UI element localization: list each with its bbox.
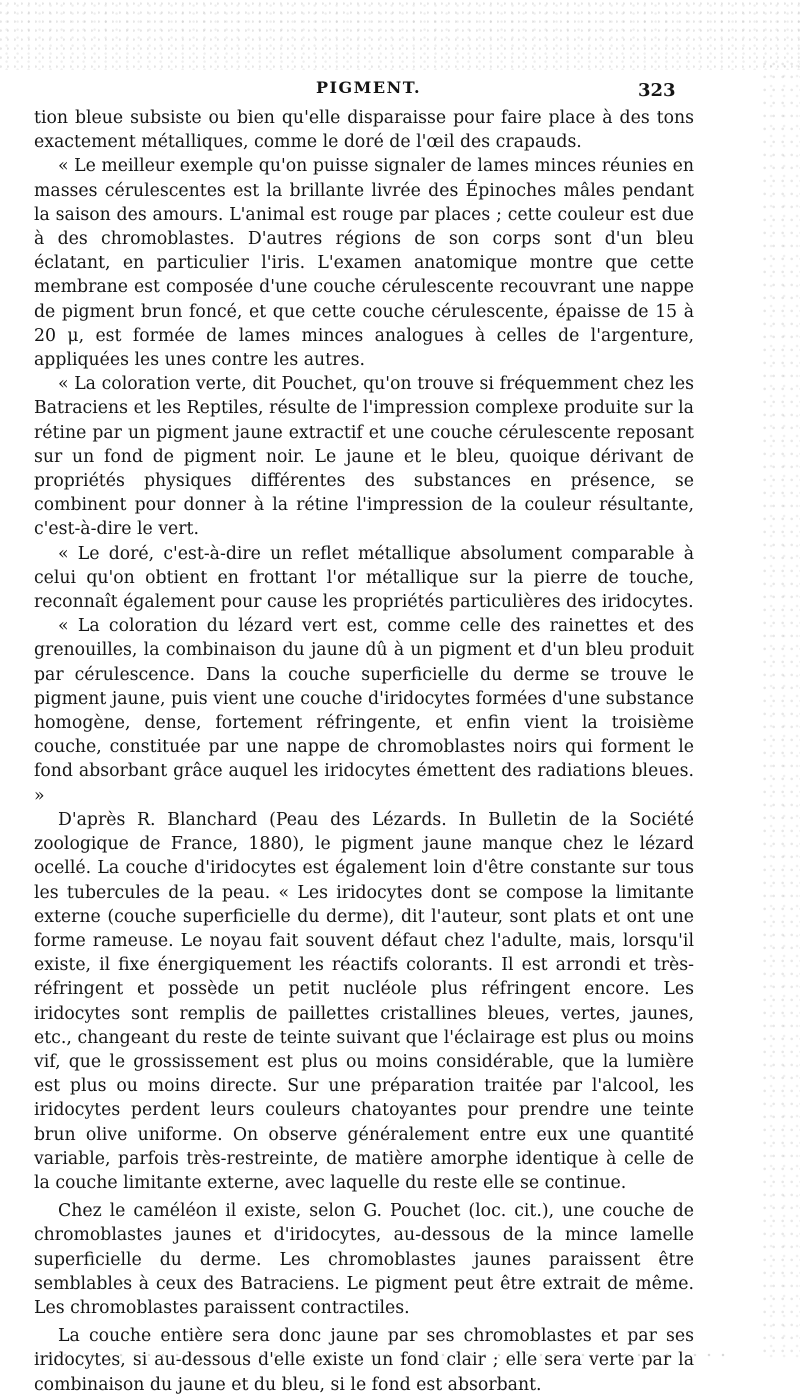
paragraph-epinoches: « Le meilleur exemple qu'on puisse signaler de lames minces réunies en masses cérulescentes est la brillante livrée des Épinoches mâles pendant la saison des amours. L'animal est rouge par places ; cette couleur est due à des chromoblastes. D'autres régions de son corps sont d'un bleu éclatant, en particulier l'iris. L'examen anatomique montre que cette membrane est composée d'une couche cérulescente recouvrant une nappe de pigment brun foncé, et que cette couche cérulescente, épaisse de 15 à 20 μ, est formée de lames minces analogues à celles de l'argenture, appliquées les unes contre les autres. xyxy=(34,156,694,371)
page-header xyxy=(0,76,800,102)
running-head: PIGMENT. xyxy=(316,78,422,97)
paragraph-conclusion: La couche entière sera donc jaune par ses chromoblastes et par ses iridocytes, si au-dessous d'elle existe un fond clair ; elle sera verte par la combinaison du jaune et du bleu, si le fond est absorbant. xyxy=(34,1326,694,1395)
page-number: 323 xyxy=(638,80,676,101)
body-text xyxy=(34,106,694,1397)
paragraph-coloration-verte: « La coloration verte, dit Pouchet, qu'on trouve si fréquemment chez les Batraciens et les Reptiles, résulte de l'impression complexe produite sur la rétine par un pigment jaune extractif et une couche cérulescente reposant sur un fond de pigment noir. Le jaune et le bleu, quoique dérivant de propriétés physiques différentes des substances en présence, se combinent pour donner à la rétine l'impression de la couleur résultante, c'est-à-dire le vert. xyxy=(34,374,694,540)
scan-noise-top xyxy=(0,0,800,70)
paragraph-continuation: tion bleue subsiste ou bien qu'elle disparaisse pour faire place à des tons exactement métalliques, comme le doré de l'œil des crapauds. xyxy=(34,108,694,153)
paragraph-cameleon: Chez le caméléon il existe, selon G. Pouchet (loc. cit.), une couche de chromoblastes jaunes et d'iridocytes, au-dessous de la mince lamelle superficielle du derme. Les chromoblastes jaunes paraissent être semblables à ceux des Batraciens. Le pigment peut être extrait de même. Les chromoblastes paraissent contractiles. xyxy=(34,1201,694,1318)
paragraph-lezard-vert: « La coloration du lézard vert est, comme celle des rainettes et des grenouilles, la combinaison du jaune dû à un pigment et d'un bleu produit par cérulescence. Dans la couche superficielle du derme se trouve le pigment jaune, puis vient une couche d'iridocytes formées d'une substance homogène, dense, fortement réfringente, et enfin vient la troisième couche, constituée par une nappe de chromoblastes noirs qui forment le fond absorbant grâce auquel les iridocytes émettent des radiations bleues. » xyxy=(34,616,694,806)
scan-noise-margin xyxy=(762,60,800,1360)
paragraph-blanchard: D'après R. Blanchard (Peau des Lézards. In Bulletin de la Société zoologique de France, 1880), le pigment jaune manque chez le lézard ocellé. La couche d'iridocytes est également loin d'être constante sur tous les tubercules de la peau. « Les iridocytes dont se compose la limitante externe (couche superficielle du derme), dit l'auteur, sont plats et ont une forme rameuse. Le noyau fait souvent défaut chez l'adulte, mais, lorsqu'il existe, il fixe énergiquement les réactifs colorants. Il est arrondi et très-réfringent et possède un petit nucléole plus réfringent encore. Les iridocytes sont remplis de paillettes cristallines bleues, vertes, jaunes, etc., changeant du reste de teinte suivant que l'éclairage est plus ou moins vif, que le grossissement est plus ou moins considérable, que la lumière est plus ou moins directe. Sur une préparation traitée par l'alcool, les iridocytes perdent leurs couleurs chatoyantes pour prendre une teinte brun olive uniforme. On observe généralement entre eux une quantité variable, parfois très-restreinte, de matière amorphe identique à celle de la couche limitante externe, avec laquelle du reste elle se continue. xyxy=(34,809,694,1193)
scan-noise-bottom xyxy=(30,1352,730,1358)
paragraph-dore: « Le doré, c'est-à-dire un reflet métallique absolument comparable à celui qu'on obtient en frottant l'or métallique sur la pierre de touche, reconnaît également pour cause les propriétés particulières des iridocytes. xyxy=(34,543,694,613)
